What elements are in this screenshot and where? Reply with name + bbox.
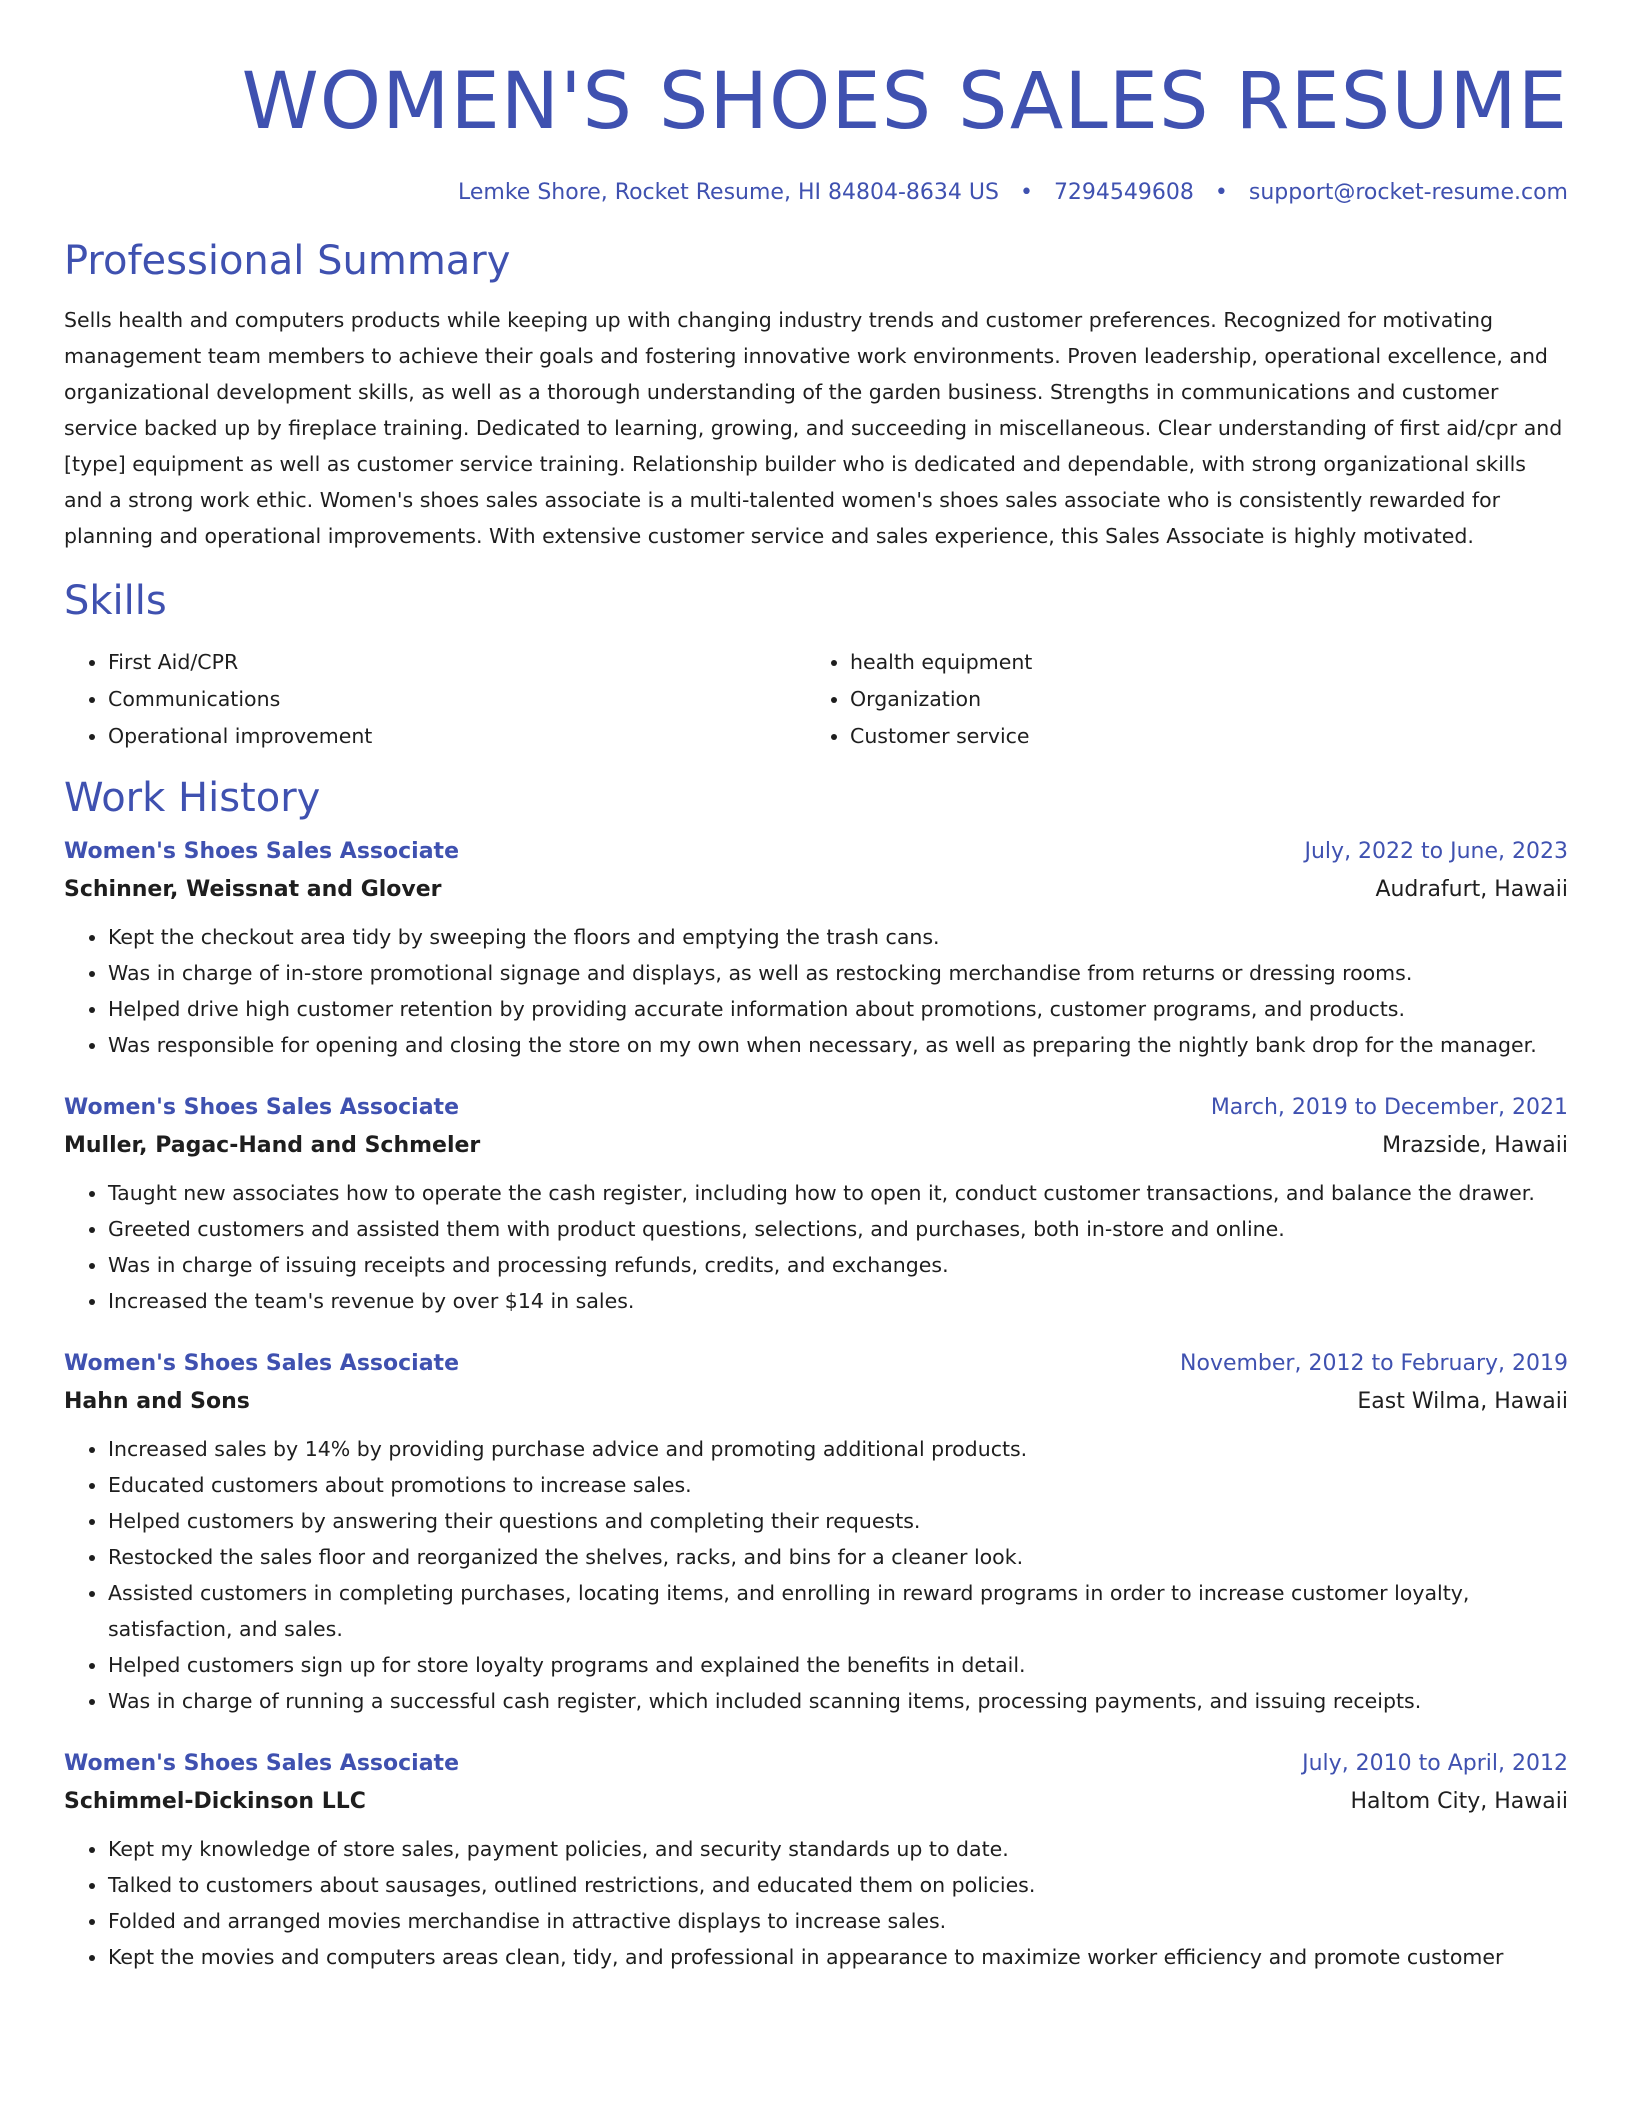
contact-address: Lemke Shore, Rocket Resume, HI 84804-8634 US [458,180,999,205]
skill-item: • Organization [850,681,1548,718]
job-header [64,1345,1568,1383]
job-subheader [64,1783,1568,1821]
job-entry [64,1089,1568,1319]
resume-page [64,0,1568,1975]
job-dates: March, 2019 to December, 2021 [1210,1095,1568,1120]
job-duties [64,1831,1568,1975]
job-dates: July, 2010 to April, 2012 [1302,1751,1568,1776]
job-role: Women's Shoes Sales Associate [64,1351,459,1376]
job-duty: • Taught new associates how to operate the cash register, including how to open it, conduct customer transactions, and balance the drawer. [108,1175,1568,1211]
job-company: Schimmel-Dickinson LLC [64,1789,366,1814]
job-duty: • Helped customers by answering their questions and completing their requests. [108,1503,1568,1539]
job-header [64,833,1568,871]
job-subheader [64,871,1568,909]
job-duty: • Helped customers sign up for store loyalty programs and explained the benefits in detail. [108,1647,1568,1683]
job-duties [64,919,1568,1063]
job-dates: July, 2022 to June, 2023 [1304,839,1568,864]
contact-phone: 7294549608 [1053,180,1194,205]
skills-heading: Skills [64,578,167,624]
job-location: Audrafurt, Hawaii [1375,877,1568,902]
job-duty: • Folded and arranged movies merchandise in attractive displays to increase sales. [108,1903,1568,1939]
skill-item: • health equipment [850,644,1548,681]
contact-separator: • [1019,180,1033,205]
job-role: Women's Shoes Sales Associate [64,839,459,864]
job-dates: November, 2012 to February, 2019 [1180,1351,1568,1376]
skills-column-right [806,644,1548,755]
job-duty: • Educated customers about promotions to increase sales. [108,1467,1568,1503]
skill-item: • Communications [108,681,806,718]
skills-list [64,644,1568,755]
job-entry [64,833,1568,1063]
job-entry [64,1345,1568,1719]
job-duty: • Assisted customers in completing purchases, locating items, and enrolling in reward programs in order to increase customer loyalty, satisfaction, and sales. [108,1575,1568,1647]
job-company: Hahn and Sons [64,1389,250,1414]
job-duty: • Was responsible for opening and closing the store on my own when necessary, as well as preparing the nightly bank drop for the manager. [108,1027,1568,1063]
job-header [64,1745,1568,1783]
contact-line [64,178,1568,208]
job-role: Women's Shoes Sales Associate [64,1751,459,1776]
job-duty: • Increased the team's revenue by over $14 in sales. [108,1283,1568,1319]
job-duty: • Was in charge of in-store promotional signage and displays, as well as restocking merchandise from returns or dressing rooms. [108,955,1568,991]
job-duty: • Helped drive high customer retention by providing accurate information about promotions, customer programs, and products. [108,991,1568,1027]
job-duty: • Restocked the sales floor and reorganized the shelves, racks, and bins for a cleaner look. [108,1539,1568,1575]
contact-separator: • [1214,180,1228,205]
job-duty: • Greeted customers and assisted them with product questions, selections, and purchases, both in-store and online. [108,1211,1568,1247]
job-role: Women's Shoes Sales Associate [64,1095,459,1120]
work-history-heading: Work History [64,775,321,821]
job-duty: • Kept my knowledge of store sales, payment policies, and security standards up to date. [108,1831,1568,1867]
job-duty: • Kept the movies and computers areas clean, tidy, and professional in appearance to maximize worker efficiency and promote customer [108,1939,1568,1975]
job-duty: • Kept the checkout area tidy by sweeping the floors and emptying the trash cans. [108,919,1568,955]
skills-column-left [64,644,806,755]
job-location: East Wilma, Hawaii [1357,1389,1568,1414]
contact-email: support@rocket-resume.com [1248,180,1568,205]
job-duty: • Was in charge of issuing receipts and processing refunds, credits, and exchanges. [108,1247,1568,1283]
job-duty: • Was in charge of running a successful cash register, which included scanning items, processing payments, and issuing receipts. [108,1683,1568,1719]
job-duties [64,1431,1568,1719]
summary-heading: Professional Summary [64,238,511,284]
job-company: Schinner, Weissnat and Glover [64,877,442,902]
job-location: Haltom City, Hawaii [1350,1789,1568,1814]
job-company: Muller, Pagac-Hand and Schmeler [64,1133,481,1158]
job-duties [64,1175,1568,1319]
skill-item: • Operational improvement [108,718,806,755]
job-duty: • Talked to customers about sausages, outlined restrictions, and educated them on policies. [108,1867,1568,1903]
skill-item: • Customer service [850,718,1548,755]
job-header [64,1089,1568,1127]
job-subheader [64,1127,1568,1165]
skill-item: • First Aid/CPR [108,644,806,681]
job-location: Mrazside, Hawaii [1382,1133,1568,1158]
job-subheader [64,1383,1568,1421]
resume-title: WOMEN'S SHOES SALES RESUME [241,57,1568,147]
job-duty: • Increased sales by 14% by providing purchase advice and promoting additional products. [108,1431,1568,1467]
job-entry [64,1745,1568,1975]
summary-text: Sells health and computers products while keeping up with changing industry trends and customer preferences. Recognized for motivating management team members to achieve their goals and fostering innovative work environments. Proven leadership, operational excellence, and organizational development skills, as well as a thorough understanding of the garden business. Strengths in communications and customer service backed up by fireplace training. Dedicated to learning, growing, and succeeding in miscellaneous. Clear understanding of first aid/cpr and [type] equipment as well as customer service training. Relationship builder who is dedicated and dependable, with strong organizational skills and a strong work ethic. Women's shoes sales associate is a multi-talented women's shoes sales associate who is consistently rewarded for planning and operational improvements. With extensive customer service and sales experience, this Sales Associate is highly motivated. [64,308,1563,548]
